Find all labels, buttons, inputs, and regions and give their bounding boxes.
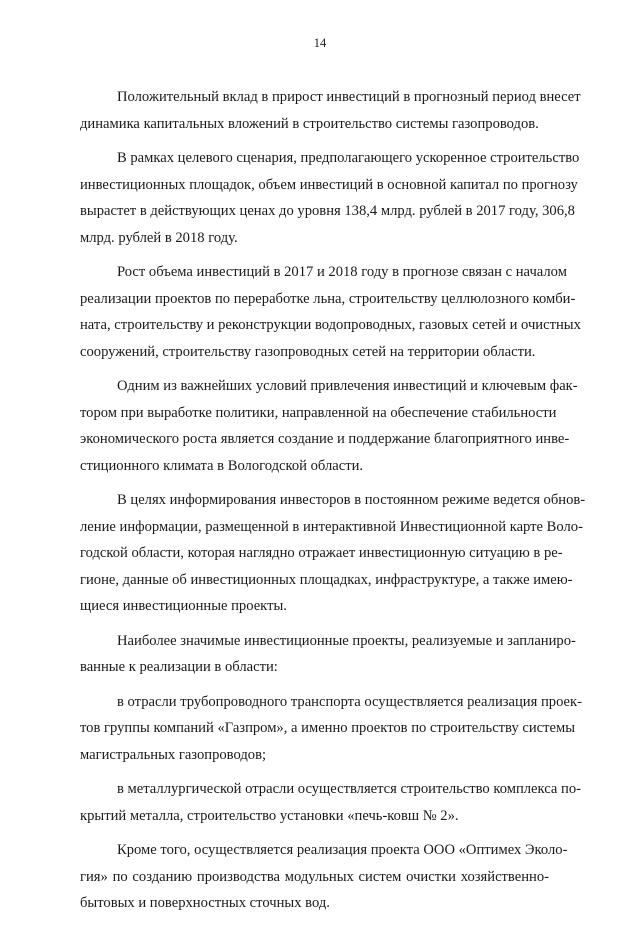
paragraph-2 [80,145,580,251]
paragraph-line: В рамках целевого сценария, предполагающего ускоренное строительство [117,150,580,166]
paragraph-line: гия» по созданию производства модульных систем очистки хозяйственно- [80,868,549,885]
paragraph-line: инвестиционных площадок, объем инвестиций в основной капитал по прогнозу [80,176,578,193]
paragraph-line: ванные к реализации в области: [80,659,278,675]
paragraph-line: Наиболее значимые инвестиционные проекты, реализуемые и запланиро- [117,632,576,649]
paragraph-line: бытовых и поверхностных сточных вод. [80,895,330,911]
paragraph-line: тором при выработке политики, направленной на обеспечение стабильности [80,404,557,421]
paragraph-8 [80,776,581,829]
paragraph-line: Кроме того, осуществляется реализация проекта ООО «Оптимех Эколо- [117,842,568,858]
paragraph-line: В целях информирования инвесторов в постоянном режиме ведется обнов- [117,492,586,508]
paragraph-line: ление информации, размещенной в интерактивной Инвестиционной карте Воло- [80,518,583,535]
paragraph-line: магистральных газопроводов; [80,746,267,763]
paragraph-line: стиционного климата в Вологодской области. [80,457,364,474]
paragraph-line: щиеся инвестиционные проекты. [80,598,287,614]
paragraph-line: вырастет в действующих ценах до уровня 138,4 млрд. рублей в 2017 году, 306,8 [80,203,575,219]
paragraph-4 [80,373,578,479]
paragraph-line: в металлургической отрасли осуществляется строительство комплекса по- [117,781,581,797]
paragraph-line: гионе, данные об инвестиционных площадках, инфраструктуре, а также имею- [80,571,573,588]
paragraph-line: годской области, которая наглядно отражает инвестиционную ситуацию в ре- [80,545,563,561]
paragraph-6 [80,628,576,681]
paragraph-1 [80,84,581,137]
paragraph-line: Одним из важнейших условий привлечения инвестиций и ключевым фак- [117,378,578,394]
paragraph-line: крытий металла, строительство установки «печь-ковш № 2». [80,807,459,824]
paragraph-line: динамика капитальных вложений в строительство системы газопроводов. [80,115,539,132]
document-body [80,84,586,925]
page-number: 14 [313,36,327,50]
paragraph-line: млрд. рублей в 2018 году. [80,229,238,246]
paragraph-line: экономического роста является создание и поддержание благоприятного инве- [80,431,570,447]
paragraph-line: ната, строительству и реконструкции водопроводных, газовых сетей и очистных [80,317,581,333]
paragraph-7 [80,689,582,769]
paragraph-line: тов группы компаний «Газпром», а именно проектов по строительству системы [80,720,576,736]
paragraph-line: реализации проектов по переработке льна, строительству целлюлозного комби- [80,290,576,307]
paragraph-line: Положительный вклад в прирост инвестиций в прогнозный период внесет [117,89,581,105]
paragraph-line: сооружений, строительству газопроводных сетей на территории области. [80,343,536,360]
paragraph-3 [80,259,581,365]
paragraph-line: Рост объема инвестиций в 2017 и 2018 году в прогнозе связан с началом [117,264,567,280]
paragraph-5 [80,487,586,620]
paragraph-line: в отрасли трубопроводного транспорта осуществляется реализация проек- [117,693,582,710]
